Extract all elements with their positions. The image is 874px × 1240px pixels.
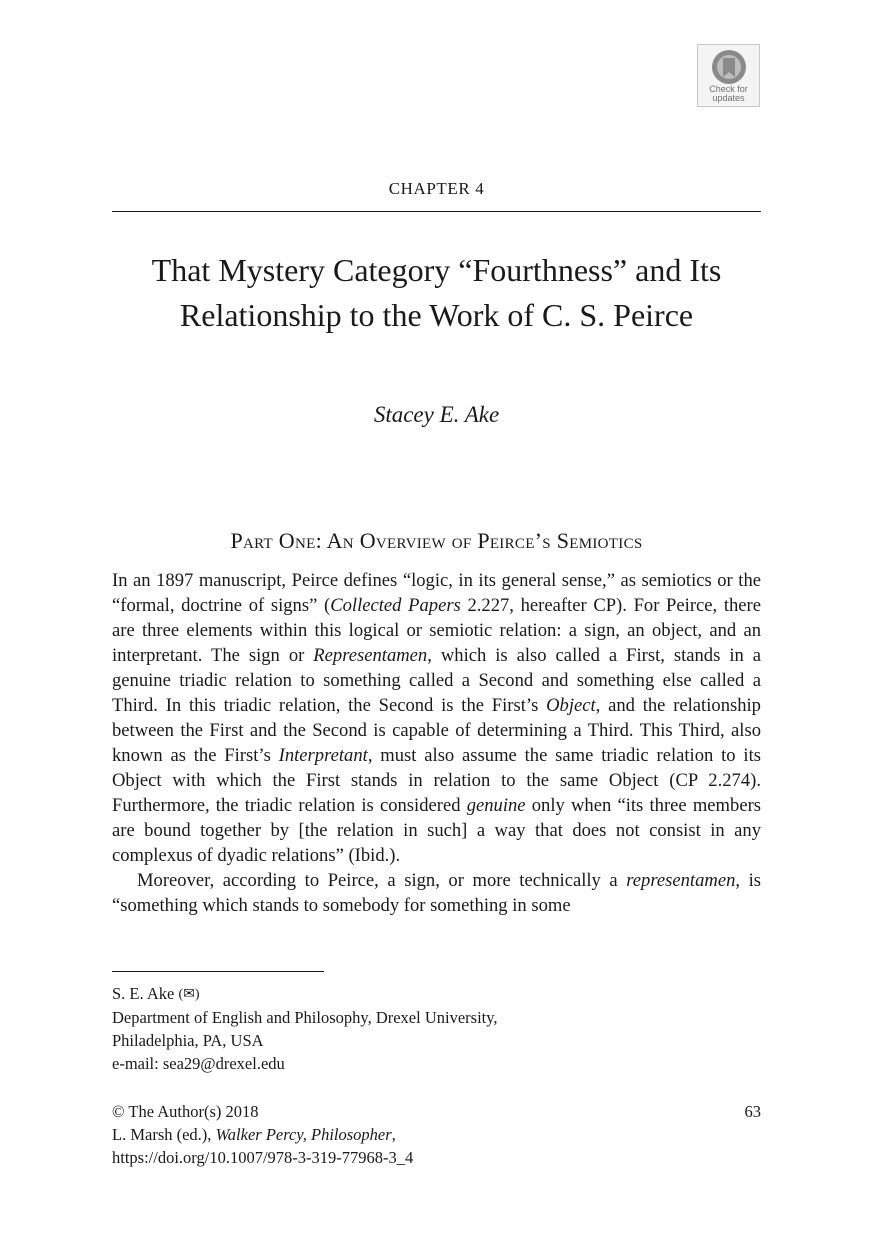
title-line-2: Relationship to the Work of C. S. Peirce xyxy=(179,297,694,333)
paragraph-2 xyxy=(112,868,761,918)
page-number: 63 xyxy=(744,1102,761,1121)
author-affiliation xyxy=(112,982,498,1075)
affiliation-email[interactable]: e-mail: sea29@drexel.edu xyxy=(112,1054,285,1073)
copyright-editor: L. Marsh (ed.), xyxy=(112,1125,216,1144)
affiliation-name: S. E. Ake xyxy=(112,984,175,1003)
p1-text-1: In an 1897 manuscript, Peirce defines “logic, in its general sense,” as semiotics or the “formal, doctrine of signs” ( xyxy=(112,570,761,616)
p2-text-1: Moreover, according to Peirce, a sign, or more technically a xyxy=(137,870,627,891)
header-rule xyxy=(112,211,761,212)
badge-line-1: Check for xyxy=(709,84,748,94)
copyright-book-title: Walker Percy, Philosopher xyxy=(215,1125,392,1144)
body-text xyxy=(112,568,761,918)
bookmark-icon xyxy=(711,49,747,85)
p1-text-4: , and the relationship between the First and the Second is capable of determining a Third. This Third, also known as the First’s xyxy=(112,695,761,766)
p1-italic-2: Representamen xyxy=(313,645,428,666)
paragraph-1 xyxy=(112,568,761,868)
p2-italic-1: representamen xyxy=(626,870,736,891)
affiliation-location: Philadelphia, PA, USA xyxy=(112,1031,264,1050)
p1-italic-4: Interpretant xyxy=(278,745,368,766)
chapter-title xyxy=(95,248,778,338)
p1-text-5: , must also assume the same triadic relation to its Object with which the First stands in relation to the same Object (CP 2.274). Furthermore, the triadic relation is considered xyxy=(112,745,761,816)
p1-text-3: , which is also called a First, stands in a genuine triadic relation to something called a Second and something else called a Third. In this triadic relation, the Second is the First’s xyxy=(112,645,762,716)
p1-text-2: 2.227, hereafter CP). For Peirce, there are three elements within this logical or semiotic relation: a sign, an object, and an interpretant. The sign or xyxy=(112,595,761,666)
p2-text-2: , is “something which stands to somebody for something in some xyxy=(112,870,761,916)
chapter-label: CHAPTER 4 xyxy=(388,179,485,198)
affiliation-department: Department of English and Philosophy, Drexel University, xyxy=(112,1008,498,1027)
doi-link[interactable]: https://doi.org/10.1007/978-3-319-77968-3_4 xyxy=(112,1148,414,1167)
copyright-block xyxy=(112,1100,413,1169)
p1-italic-1: Collected Papers xyxy=(330,595,461,616)
author-name: Stacey E. Ake xyxy=(373,402,500,427)
copyright-book-after: , xyxy=(391,1125,396,1144)
section-heading: Part One: An Overview of Peirce’s Semiotics xyxy=(230,528,643,553)
badge-line-2: updates xyxy=(712,93,745,103)
footnote-rule xyxy=(112,971,324,972)
p1-text-6: only when “its three members are bound together by [the relation in such] a way that does not consist in any complexus of dyadic relations” (Ibid.). xyxy=(112,795,761,866)
check-for-updates-badge[interactable] xyxy=(697,44,760,107)
title-line-1: That Mystery Category “Fourthness” and Its xyxy=(151,252,722,288)
copyright-line: © The Author(s) 2018 xyxy=(112,1102,259,1121)
envelope-icon[interactable]: (✉) xyxy=(178,987,200,1002)
p1-italic-5: genuine xyxy=(466,795,526,816)
p1-italic-3: Object xyxy=(546,695,596,716)
